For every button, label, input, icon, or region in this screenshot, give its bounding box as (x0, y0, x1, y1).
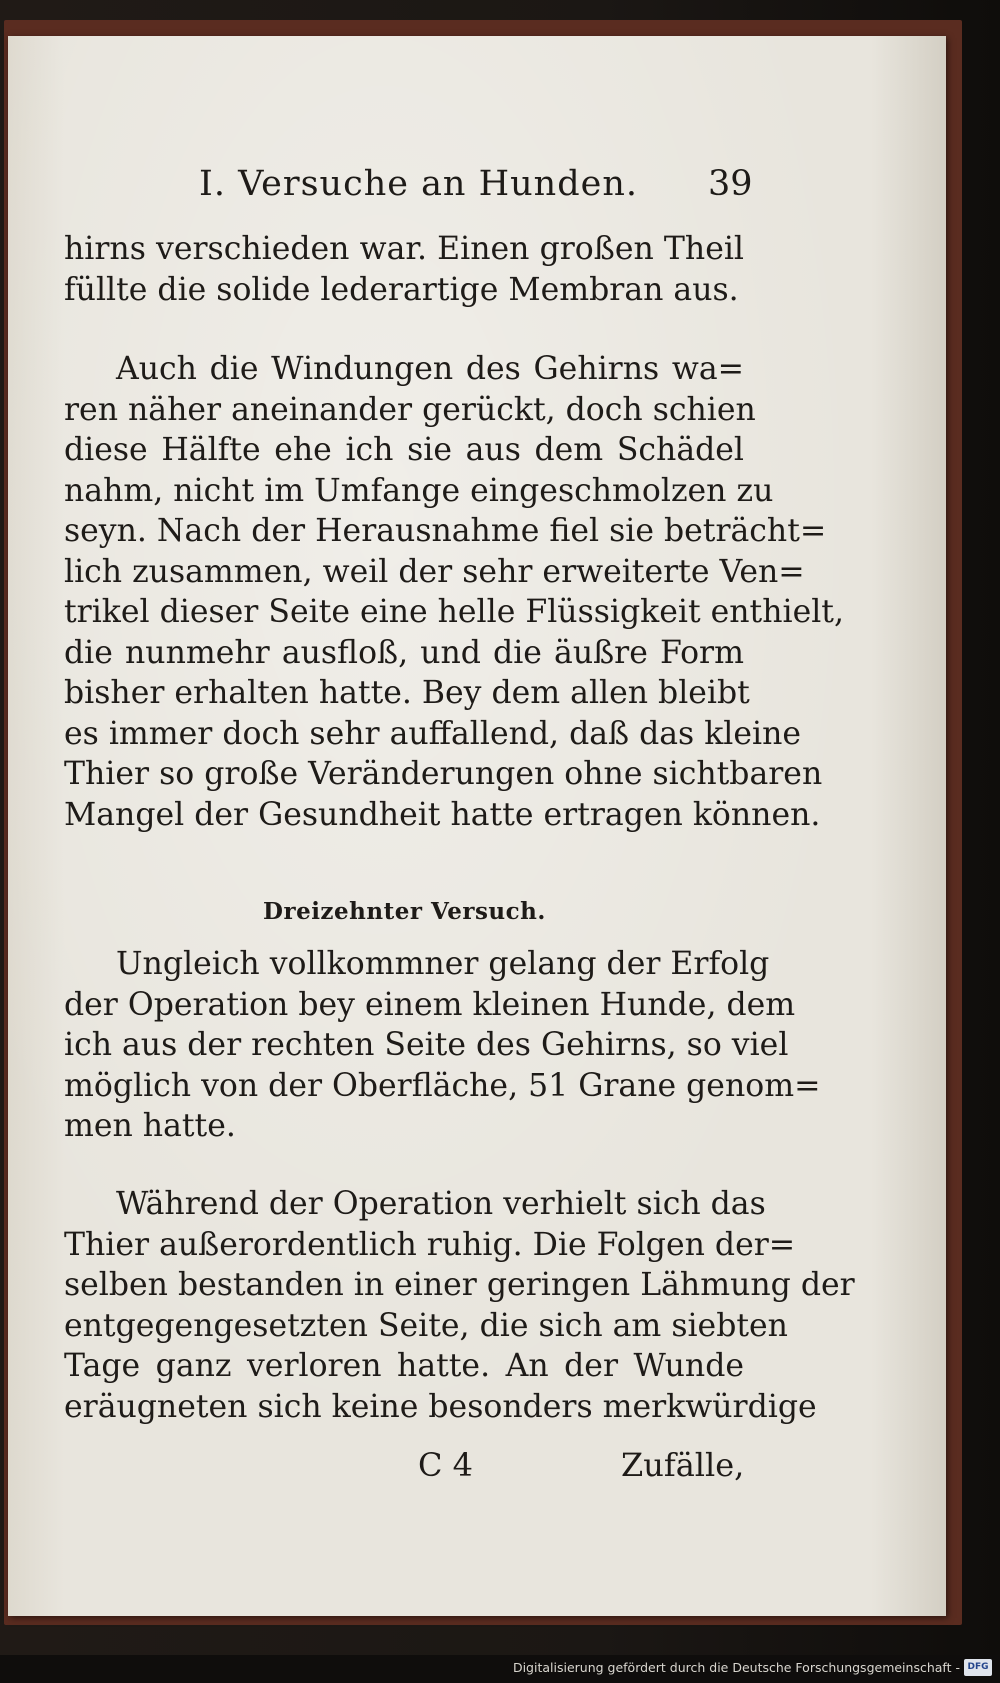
book-page (8, 36, 946, 1616)
text-line: trikel dieser Seite eine helle Flüssigkeit enthielt, (64, 594, 844, 630)
funding-credit: Digitalisierung gefördert durch die Deutsche Forschungsgemeinschaft - (512, 1660, 960, 1675)
text-line: Tage ganz verloren hatte. An der Wunde (64, 1348, 744, 1384)
text-line: Thier außerordentlich ruhig. Die Folgen der= (64, 1226, 796, 1263)
text-line: men hatte. (64, 1108, 236, 1144)
text-line: entgegengesetzten Seite, die sich am siebten (64, 1307, 788, 1344)
signature-mark: C 4 (418, 1446, 474, 1484)
text-line: selben bestanden in einer geringen Lähmung der (64, 1267, 855, 1303)
dfg-logo[interactable]: DFG (964, 1659, 992, 1676)
text-line: seyn. Nach der Herausnahme fiel sie beträcht= (64, 513, 827, 549)
paragraph-3 (64, 944, 821, 1147)
footer-bar (0, 1655, 1000, 1683)
text-line: möglich von der Oberfläche, 51 Grane genom= (64, 1067, 821, 1104)
text-line: Mangel der Gesundheit hatte ertragen können. (64, 796, 821, 833)
text-line: der Operation bey einem kleinen Hunde, dem (64, 986, 796, 1023)
text-line: ren näher aneinander gerückt, doch schien (64, 391, 756, 428)
section-heading: Dreizehnter Versuch. (263, 898, 546, 925)
text-line: füllte die solide lederartige Membran aus. (64, 271, 739, 308)
text-line: Während der Operation verhielt sich das (116, 1186, 766, 1222)
text-line: die nunmehr ausfloß, und die äußre Form (64, 634, 744, 671)
text-line: bisher erhalten hatte. Bey dem allen bleibt (64, 675, 750, 711)
text-line: eräugneten sich keine besonders merkwürdige (64, 1388, 817, 1425)
text-line: es immer doch sehr auffallend, daß das kleine (64, 715, 802, 752)
text-line: Ungleich vollkommner gelang der Erfolg (116, 946, 770, 982)
text-line: ich aus der rechten Seite des Gehirns, so viel (64, 1027, 789, 1063)
text-line: Auch die Windungen des Gehirns wa= (116, 351, 744, 387)
text-line: Thier so große Veränderungen ohne sichtbaren (64, 756, 823, 792)
text-line: diese Hälfte ehe ich sie aus dem Schädel (64, 432, 744, 468)
text-line: nahm, nicht im Umfange eingeschmolzen zu (64, 472, 774, 509)
text-line: hirns verschieden war. Einen großen Theil (64, 231, 744, 267)
paragraph-4 (64, 1184, 855, 1427)
paragraph-1 (64, 229, 744, 310)
text-line: lich zusammen, weil der sehr erweiterte Ven= (64, 553, 805, 590)
page-number: 39 (708, 164, 753, 204)
paragraph-2 (64, 349, 844, 835)
catchword: Zufälle, (621, 1446, 745, 1484)
running-header: I. Versuche an Hunden. (199, 164, 638, 204)
